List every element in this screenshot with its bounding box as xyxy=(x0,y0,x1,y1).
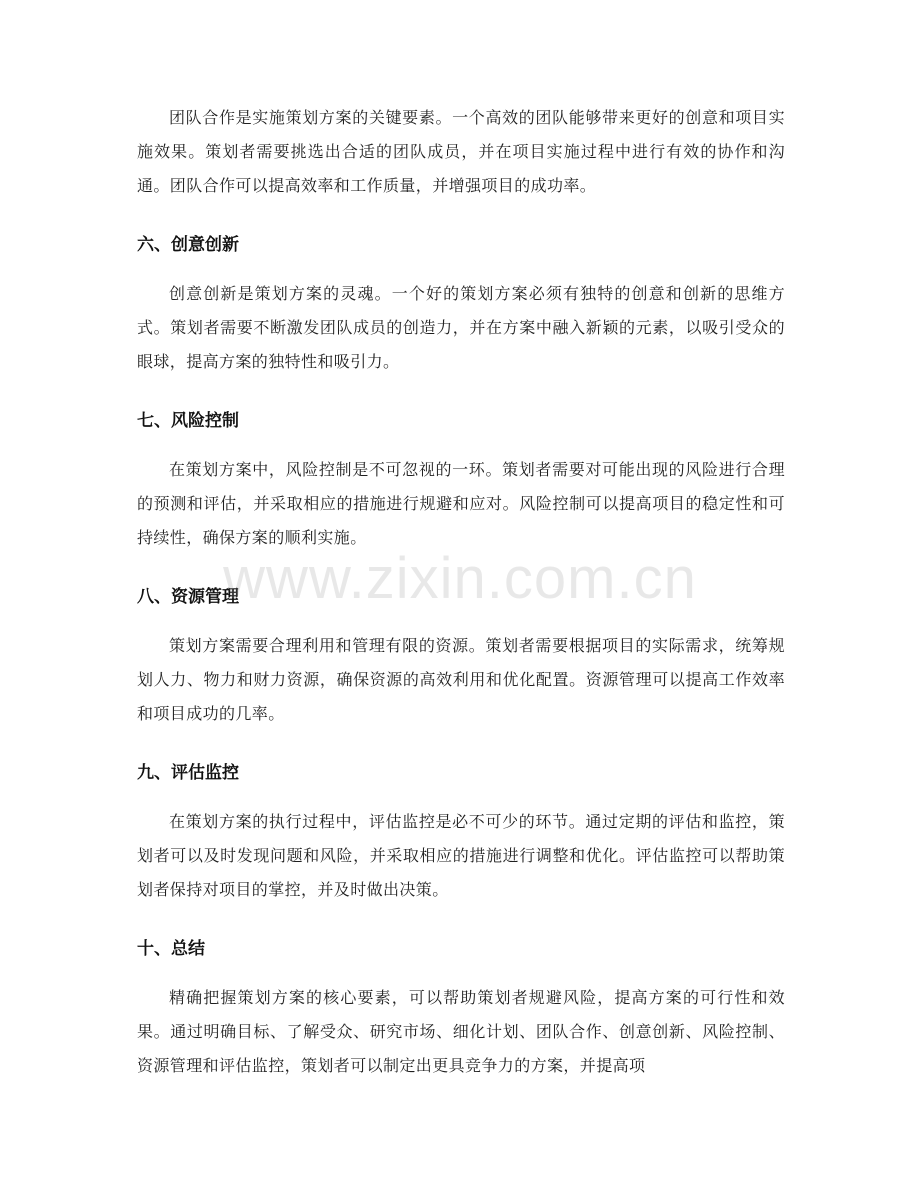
heading-evaluation-monitoring: 九、评估监控 xyxy=(137,763,239,783)
paragraph-summary: 精确把握策划方案的核心要素，可以帮助策划者规避风险，提高方案的可行性和效果。通过明确目标、了解受众、研究市场、细化计划、团队合作、创意创新、风险控制、资源管理和评估监控，策划者可以制定出更具竞争力的方案，并提高项 xyxy=(137,988,785,1075)
paragraph-teamwork: 团队合作是实施策划方案的关键要素。一个高效的团队能够带来更好的创意和项目实施效果。策划者需要挑选出合适的团队成员，并在项目实施过程中进行有效的协作和沟通。团队合作可以提高效率和工作质量，并增强项目的成功率。 xyxy=(137,108,785,195)
heading-summary: 十、总结 xyxy=(137,939,205,959)
heading-risk-control: 七、风险控制 xyxy=(137,411,239,431)
paragraph-risk-control: 在策划方案中，风险控制是不可忽视的一环。策划者需要对可能出现的风险进行合理的预测和评估，并采取相应的措施进行规避和应对。风险控制可以提高项目的稳定性和可持续性，确保方案的顺利实施。 xyxy=(137,460,785,547)
paragraph-resource-management: 策划方案需要合理利用和管理有限的资源。策划者需要根据项目的实际需求，统筹规划人力、物力和财力资源，确保资源的高效利用和优化配置。资源管理可以提高工作效率和项目成功的几率。 xyxy=(137,636,785,723)
heading-resource-management: 八、资源管理 xyxy=(137,587,239,607)
watermark: www.zixin.com.cn xyxy=(223,546,697,611)
paragraph-creativity: 创意创新是策划方案的灵魂。一个好的策划方案必须有独特的创意和创新的思维方式。策划者需要不断激发团队成员的创造力，并在方案中融入新颖的元素，以吸引受众的眼球，提高方案的独特性和吸引力。 xyxy=(137,284,785,371)
paragraph-evaluation-monitoring: 在策划方案的执行过程中，评估监控是必不可少的环节。通过定期的评估和监控，策划者可以及时发现问题和风险，并采取相应的措施进行调整和优化。评估监控可以帮助策划者保持对项目的掌控，并及时做出决策。 xyxy=(137,812,785,899)
document-body xyxy=(137,101,785,1083)
heading-creativity: 六、创意创新 xyxy=(137,235,239,255)
